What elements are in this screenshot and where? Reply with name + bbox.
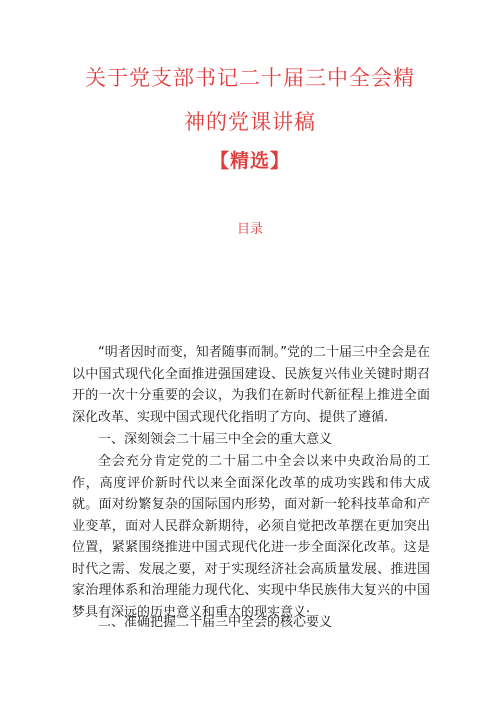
featured-badge: 【精选】	[209, 150, 290, 172]
section-heading-1: 一、深刻领会二十届三中全会的重大意义	[98, 432, 333, 447]
intro-paragraph: “明者因时而变，知者随事而制。”党的二十届三中全会是在以中国式现代化全面推进强国建设、民族复兴伟业关键时期召开的一次十分重要的会议，为我们在新时代新征程上推进全面深化改革、实现中国式现代化指明了方向、提供了遵循.	[72, 345, 430, 425]
section-heading-2: 二、准确把握二十届三中全会的核心要义	[98, 615, 333, 630]
section-1-paragraph: 全会充分肯定党的二十届二中全会以来中央政治局的工作，高度评价新时代以来全面深化改革的成功实践和伟大成就。面对纷繁复杂的国际国内形势，面对新一轮科技革命和产业变革，面对人民群众新期待，必须自觉把改革摆在更加突出位置，紧紧围绕推进中国式现代化进一步全面深化改革。这是时代之需、发展之要，对于实现经济社会高质量发展、推进国家治理体系和治理能力现代化、实现中华民族伟大复兴的中国梦具有深远的历史意义和重大的现实意义·	[72, 454, 430, 620]
document-title-line-2: 神的党课讲稿	[184, 110, 316, 134]
document-title-line-1: 关于党支部书记二十届三中全会精	[85, 66, 415, 90]
table-of-contents-label: 目录	[236, 222, 263, 237]
